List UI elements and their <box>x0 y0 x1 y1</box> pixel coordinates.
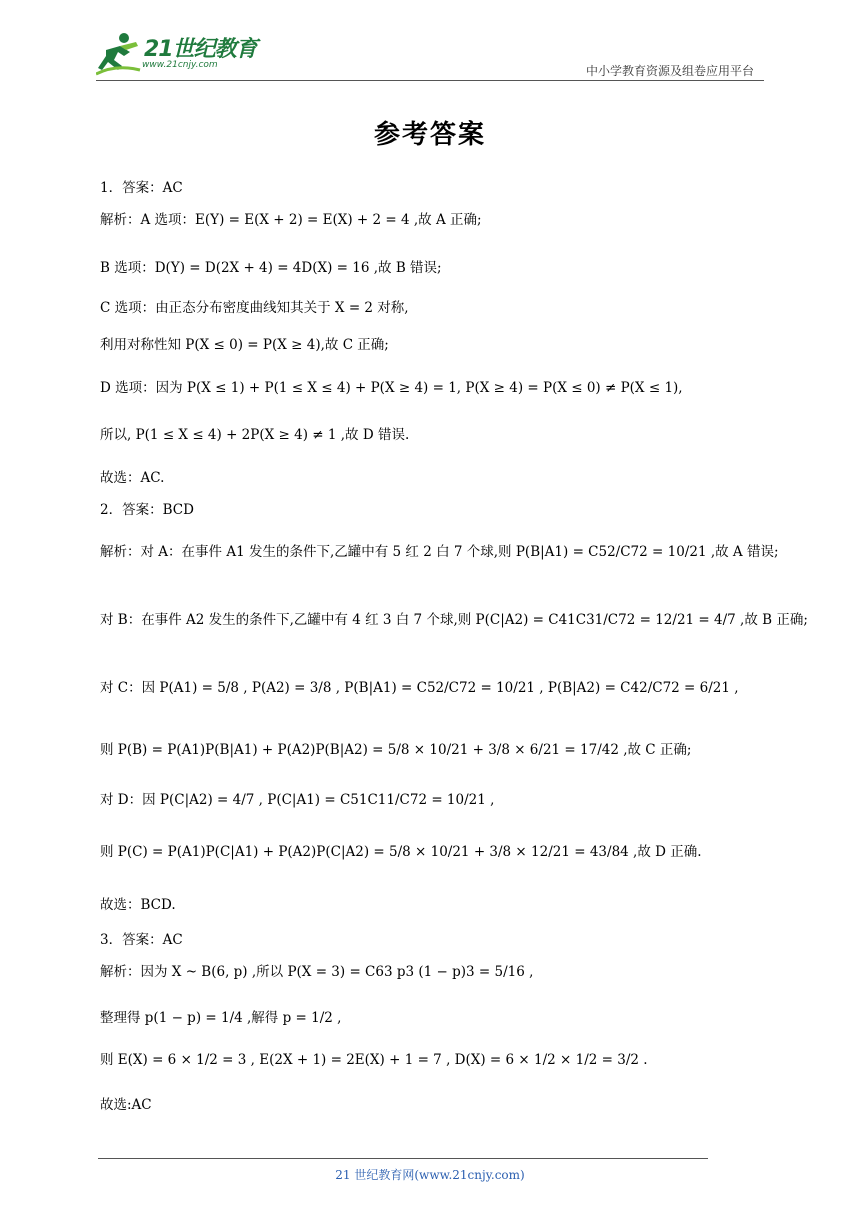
site-logo <box>96 30 266 78</box>
answer-line: 利用对称性知 P(X ≤ 0) = P(X ≥ 4),故 C 正确; <box>100 337 389 353</box>
answer-line: B 选项：D(Y) = D(2X + 4) = 4D(X) = 16 ,故 B 错误; <box>100 260 442 276</box>
page-title: 参考答案 <box>373 120 486 150</box>
answer-line: 所以, P(1 ≤ X ≤ 4) + 2P(X ≥ 4) ≠ 1 ,故 D 错误. <box>100 427 410 443</box>
answer-line: 对 D：因 P(C|A2) = 4/7 , P(C|A1) = C51C11/C72 = 10/21 , <box>100 792 495 808</box>
logo-url: www.21cnjy.com <box>142 60 218 70</box>
answer-line: C 选项：由正态分布密度曲线知其关于 X = 2 对称, <box>100 300 409 316</box>
answer-line: 3．答案：AC <box>100 932 183 948</box>
answer-line: 故选：BCD. <box>100 897 176 913</box>
footer-text: 21 世纪教育网(www.21cnjy.com) <box>335 1168 525 1182</box>
answer-line: 解析：因为 X ~ B(6, p) ,所以 P(X = 3) = C63 p3 (1 − p)3 = 5/16 , <box>100 964 534 980</box>
answer-line: 则 E(X) = 6 × 1/2 = 3 , E(2X + 1) = 2E(X) + 1 = 7 , D(X) = 6 × 1/2 × 1/2 = 3/2 . <box>100 1052 648 1068</box>
answer-line: 2．答案：BCD <box>100 502 194 518</box>
answer-line: 整理得 p(1 − p) = 1/4 ,解得 p = 1/2 , <box>100 1010 342 1026</box>
logo-text: 21世纪教育 <box>144 37 257 62</box>
answer-line: 对 C：因 P(A1) = 5/8 , P(A2) = 3/8 , P(B|A1) = C52/C72 = 10/21 , P(B|A2) = C42/C72 = 6/21 , <box>100 680 739 696</box>
answer-line: 解析：A 选项：E(Y) = E(X + 2) = E(X) + 2 = 4 ,故 A 正确; <box>100 212 482 228</box>
runner-logo-icon <box>96 30 142 76</box>
header-divider <box>96 80 764 81</box>
answer-line: 1．答案：AC <box>100 180 183 196</box>
footer-divider <box>98 1158 708 1159</box>
answer-line: 对 B：在事件 A2 发生的条件下,乙罐中有 4 红 3 白 7 个球,则 P(C|A2) = C41C31/C72 = 12/21 = 4/7 ,故 B 正确; <box>100 612 808 628</box>
answer-line: 解析：对 A：在事件 A1 发生的条件下,乙罐中有 5 红 2 白 7 个球,则 P(B|A1) = C52/C72 = 10/21 ,故 A 错误; <box>100 544 779 560</box>
header-platform-text: 中小学教育资源及组卷应用平台 <box>585 64 754 78</box>
answer-line: 则 P(C) = P(A1)P(C|A1) + P(A2)P(C|A2) = 5/8 × 10/21 + 3/8 × 12/21 = 43/84 ,故 D 正确. <box>100 844 702 860</box>
answer-line: 则 P(B) = P(A1)P(B|A1) + P(A2)P(B|A2) = 5/8 × 10/21 + 3/8 × 6/21 = 17/42 ,故 C 正确; <box>100 742 692 758</box>
answer-line: D 选项：因为 P(X ≤ 1) + P(1 ≤ X ≤ 4) + P(X ≥ 4) = 1, P(X ≥ 4) = P(X ≤ 0) ≠ P(X ≤ 1), <box>100 380 683 396</box>
answer-line: 故选:AC <box>100 1097 152 1113</box>
answer-line: 故选：AC. <box>100 470 165 486</box>
